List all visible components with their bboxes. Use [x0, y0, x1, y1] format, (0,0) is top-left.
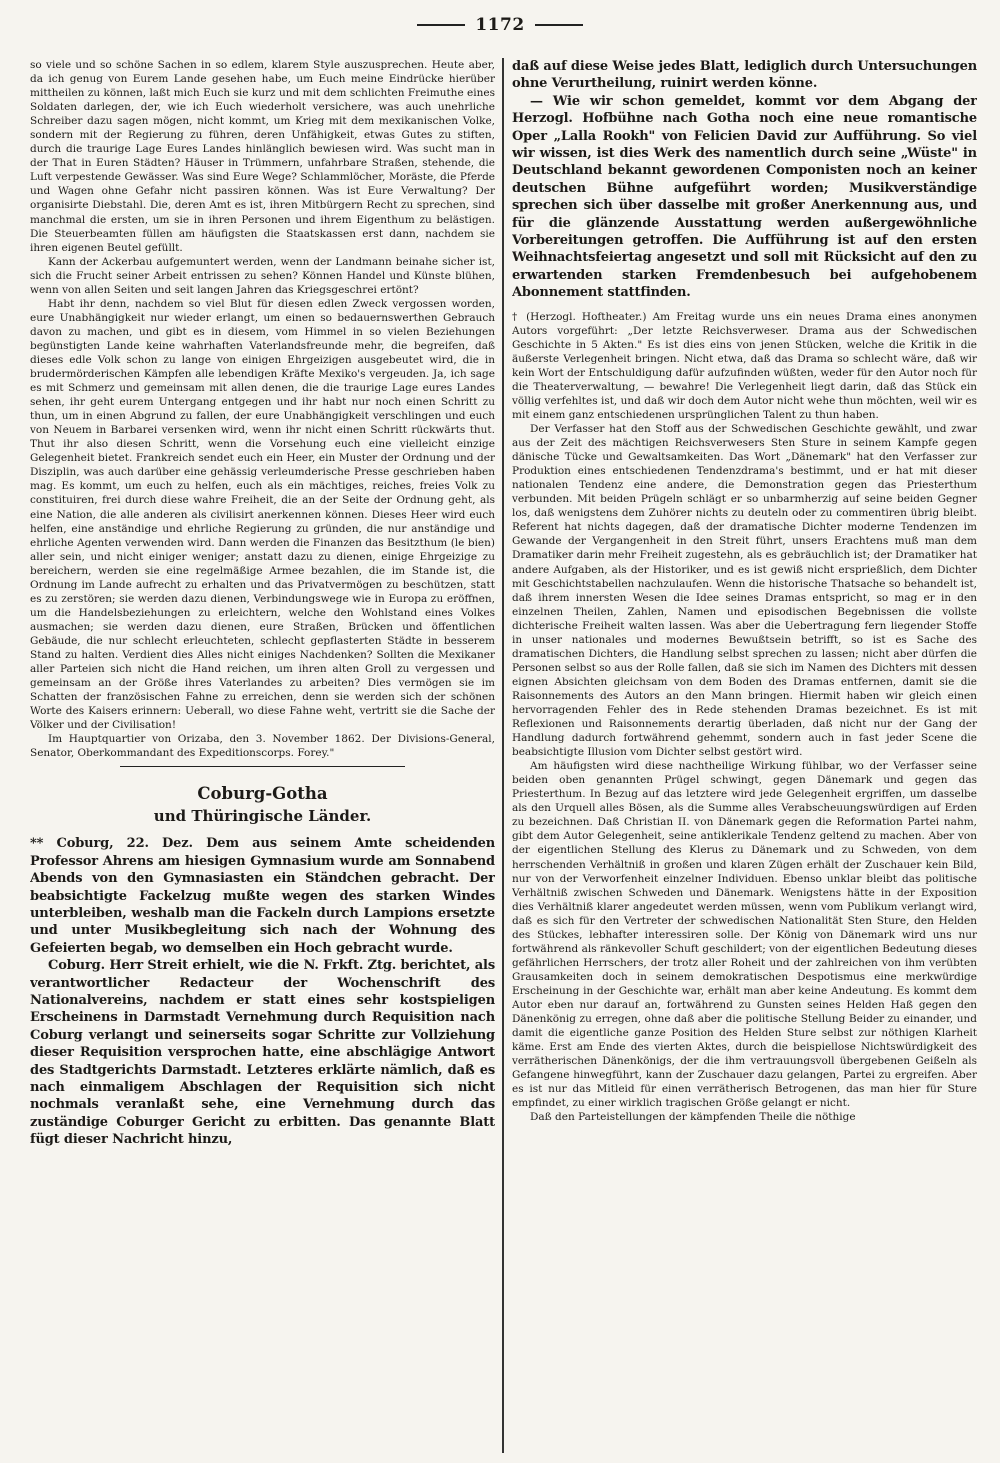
section-subtitle: und Thüringische Länder.: [153, 807, 372, 826]
news-item: ** Coburg, 22. Dez. Dem aus seinem Amte scheidenden Professor Ahrens am hiesigen Gymnasium wurde am Sonnabend Abends von den Gymnasiasten ein Ständchen gebracht. Der beabsichtigte Fackelzug mußte wegen des starken Windes unterbleiben, weshalb man die Fackeln durch Lampions ersetzte und unter Musikbegleitung sich nach der Wohnung des Gefeierten begab, wo demselben ein Hoch gebracht wurde.: [30, 836, 495, 956]
theater-review-paragraph: Am häufigsten wird diese nachtheilige Wirkung fühlbar, wo der Verfasser seine beiden oben genannten Prügel schwingt, gegen Dänemark und gegen das Priesterthum. In Bezug auf das letztere wird jede Gelegenheit ergriffen, um dasselbe als den Urquell alles Bösen, als die Summe alles Verabscheuungswürdigen auf Erden zu bezeichnen. Daß Christian II. von Dänemark gegen die Reformation Partei nahm, gibt dem Autor Gelegenheit, seine antiklerikale Tendenz geltend zu machen. Aber von der eigentlichen Stellung des Klerus zu Dänemark und zu Schweden, von dem herrschenden Verhältniß in großen und klaren Zügen erhält der Zuschauer kein Bild, nur von der Verworfenheit einzelner Individuen. Ebenso unklar bleibt das politische Verhältniß zwischen Schweden und Dänemark. Wenigstens hätte in der Exposition dies Verhältniß klarer angedeutet werden müssen, wenn vom Publikum verlangt wird, daß es sich für den Vertreter der schwedischen Nationalität Sten Sture, den Helden des Stückes, lebhafter interessiren solle. Der König von Dänemark wird uns nur fortwährend als ränkevoller Schuft geschildert; von der eigentlichen Bedeutung dieses gefährlichen Herrschers, der trotz aller Roheit und der zahlreichen von ihm verübten Grausamkeiten doch in seinem demokratischen Despotismus eine merkwürdige Erscheinung in der Geschichte war, erhält man aber keine Andeutung. Es kommt dem Autor eben nur darauf an, fortwährend zu Gunsten seines Helden Haß gegen den Dänenkönig zu erregen, ohne daß aber die politische Stellung Beider zu einander, und damit die eigentliche ganze Position des Helden Sture selbst zur nöthigen Klarheit käme. Erst am Ende des vierten Aktes, durch die beispiellose Nichtswürdigkeit des verrätherischen Dänenkönigs, der die ihm vertrauungsvoll übergebenen Geißeln als Gefangene hinwegführt, kann der Zuschauer dazu gelangen, Partei zu ergreifen. Aber es ist nur das Mitleid für einen verrätherisch Betrogenen, das man hier für Sture empfindet, zu einer wirklich tragischen Größe gelangt er nicht.: [512, 760, 977, 1110]
column-divider: [502, 58, 504, 1453]
theater-review-paragraph: Daß den Parteistellungen der kämpfenden Theile die nöthige: [530, 1111, 856, 1124]
header-rule-right: [535, 24, 583, 26]
section-title: Coburg-Gotha: [197, 784, 328, 804]
right-column: [512, 58, 977, 1124]
article-signature: Im Hauptquartier von Orizaba, den 3. November 1862. Der Divisions-General, Senator, Oberkommandant des Expeditionscorps. Forey.": [30, 733, 495, 760]
page-header: [0, 10, 1000, 40]
article-paragraph: Kann der Ackerbau aufgemuntert werden, wenn der Landmann beinahe sicher ist, sich die Frucht seiner Arbeit entrissen zu sehen? Können Handel und Künste blühen, wenn von allen Seiten und seit langen Jahren das Kriegsgeschrei ertönt?: [30, 255, 495, 296]
article-paragraph: Habt ihr denn, nachdem so viel Blut für diesen edlen Zweck vergossen worden, eure Unabhängigkeit nur wieder erlangt, um einen so bedauernswerthen Gebrauch davon zu machen, und gibt es in diesem, vom Himmel in so vielen Beziehungen begünstigten Lande keine wahrhaften Vaterlandsfreunde mehr, die begreifen, daß dieses edle Volk schon zu lange von einigen Ehrgeizigen ausgebeutet wird, die in brudermörderischen Kämpfen alle lebendigen Kräfte Mexiko's vergeuden. Ja, ich sage es mit Schmerz und gemeinsam mit allen denen, die die traurige Lage eures Landes sehen, ihr geht eurem Untergang entgegen und ihr habt nur noch einen Schritt zu thun, um in einen Abgrund zu fallen, der eure Unabhängigkeit verschlingen und euch von Neuem in Barbarei versenken wird, wenn ihr nicht einen Schritt rückwärts thut. Thut ihr also diesen Schritt, wenn die Vorsehung euch eine vielleicht einzige Gelegenheit bietet. Frankreich sendet euch ein Heer, ein Muster der Ordnung und der Disziplin, was auch darüber eine gehässig verleumderische Presse geschrieben haben mag. Es kommt, um euch zu helfen, euch als ein mächtiges, reiches, freies Volk zu constituiren, frei durch diese wahre Freiheit, die an der Seite der Ordnung geht, als eine Nation, die alle anderen als civilisirt anerkennen können. Dieses Heer wird euch helfen, eine anständige und ehrliche Regierung zu gründen, die nur anständige und ehrliche Agenten verwenden wird. Dann werden die Finanzen das Besitzthum (le bien) aller sein, und nicht einiger weniger; anstatt dazu zu dienen, einige Ehrgeizige zu bereichern, werden sie eine regelmäßige Armee bezahlen, die im Stande ist, die Ordnung im Lande aufrecht zu erhalten und das Privatvermögen zu beschützen, statt es zu zerstören; sie werden dazu dienen, Verbindungswege wie in Europa zu eröffnen, um die Handelsbeziehungen zu erleichtern, welche den Wohlstand eines Volkes ausmachen; sie werden dazu dienen, eure Straßen, Brücken und öffentlichen Gebäude, die nur schlecht erleuchteten, schlecht gepflasterten Städte in besserem Stand zu halten. Verdient dies Alles nicht einiges Nachdenken? Sollten die Mexikaner aller Parteien sich nicht die Hand reichen, um ihren alten Groll zu vergessen und gemeinsam an der Größe ihres Vaterlandes zu arbeiten? Dies vermögen sie im Schatten der französischen Fahne zu erreichen, denn sie werden sich der schönen Worte des Kaisers erinnern: Ueberall, wo diese Fahne weht, vertritt sie die Sache der Völker und der Civilisation!: [30, 297, 495, 732]
section-divider: [120, 766, 405, 767]
article-paragraph: so viele und so schöne Sachen in so edlem, klarem Style auszusprechen. Heute aber, da ich genug von Eurem Lande gesehen habe, um Euch meine Eindrücke hierüber mittheilen zu können, laßt mich Euch sie kurz und mit dem schlichten Freimuthe eines Soldaten darlegen, der, wie ich Euch wiederholt versichere, was auch unehrliche Schreiber dazu sagen mögen, nicht kommt, um Krieg mit dem mexikanischen Volke, sondern mit der Regierung zu führen, deren Unfähigkeit, etwas Gutes zu stiften, durch die traurige Lage Eures Landes hinlänglich bewiesen wird. Was sucht man in der That in Euren Städten? Häuser in Trümmern, unfahrbare Straßen, stehende, die Luft verpestende Gewässer. Was sind Eure Wege? Schlammlöcher, Moräste, die Pferde und Wagen ohne Gefahr nicht passiren können. Was ist Eure Verwaltung? Der organisirte Diebstahl. Die, deren Amt es ist, ihren Mitbürgern Recht zu sprechen, sind manchmal die ersten, um sie in ihren Personen und ihrem Eigenthum zu belästigen. Die Steuerbeamten füllen am häufigsten die Staatskassen erst dann, nachdem sie ihren eigenen Beutel gefüllt.: [30, 59, 495, 254]
spacer: [30, 775, 495, 783]
news-item: — Wie wir schon gemeldet, kommt vor dem Abgang der Herzogl. Hofbühne nach Gotha noch eine neue romantische Oper „Lalla Rookh" von Felicien David zur Aufführung. So viel wir wissen, ist dies Werk des namentlich durch seine „Wüste" in Deutschland bekannt gewordenen Componisten noch an keiner deutschen Bühne aufgeführt worden; Musikverständige sprechen sich über dasselbe mit großer Anerkennung aus, und für die glänzende Ausstattung werden außergewöhnliche Vorbereitungen getroffen. Die Aufführung ist auf den ersten Weihnachtsfeiertag angesetzt und soll mit Rücksicht auf den zu erwartenden starken Fremdenbesuch bei aufgehobenem Abonnement stattfinden.: [512, 93, 977, 301]
header-rule-left: [417, 24, 465, 26]
news-item: Coburg. Herr Streit erhielt, wie die N. Frkft. Ztg. berichtet, als verantwortlicher Redacteur der Wochenschrift des Nationalvereins, nachdem er statt eines sehr kostspieligen Erscheinens in Darmstadt Vernehmung durch Requisition nach Coburg verlangt und seinerseits sogar Schritte zur Vollziehung dieser Requisition versprochen hatte, eine abschlägige Antwort des Stadtgerichts Darmstadt. Letzteres erklärte nämlich, daß es nach einmaligem Abschlagen der Requisition sich nicht nochmals veranlaßt sehe, eine Vernehmung durch das zuständige Coburger Gericht zu erbitten. Das genannte Blatt fügt dieser Nachricht hinzu,: [30, 958, 495, 1148]
theater-review-paragraph: Der Verfasser hat den Stoff aus der Schwedischen Geschichte gewählt, und zwar aus der Zeit des mächtigen Reichsverwesers Sten Sture in seinem Kampfe gegen dänische Tücke und Gewaltsamkeiten. Das Wort „Dänemark" hat den Verfasser zur Produktion eines entschiedenen Tendenzdrama's bestimmt, und er hat mit dieser nationalen Tendenz eine andere, die Demonstration gegen das Priesterthum verbunden. Mit beiden Prügeln schlägt er so unbarmherzig auf seine beiden Gegner los, daß wenigstens dem Zuhörer nichts zu deuteln oder zu commentiren übrig bleibt. Referent hat nichts dagegen, daß der dramatische Dichter moderne Tendenzen im Gewande der Vergangenheit in den Streit führt, unsers Erachtens muß man dem Dramatiker darin mehr Freiheit zugestehn, als es gebräuchlich ist; der Dramatiker hat andere Aufgaben, als der Historiker, und es ist gewiß nicht ersprießlich, dem Dichter mit Geschichtstabellen nachzulaufen. Wenn die historische Thatsache so behandelt ist, daß ihrem innersten Wesen die Idee seines Dramas entspricht, so mag er in den einzelnen Theilen, Zahlen, Namen und episodischen Begebnissen die vollste dichterische Freiheit walten lassen. Was aber die Uebertragung fern liegender Stoffe in unser nationales und modernes Bewußtsein betrifft, so ist es Sache des dramatischen Dichters, die Handlung selbst sprechen zu lassen; nicht aber dürfen die Personen selbst so aus der Rolle fallen, daß sie sich im Namen des Dichters mit dessen eignen Absichten gleichsam von dem Boden des Dramas entfernen, damit sie die Raisonnements des Autors an den Mann bringen. Hiermit haben wir gleich einen hervorragenden Fehler des in Rede stehenden Dramas bezeichnet. Es ist mit Reflexionen und Raisonnements derartig überladen, daß nicht nur der Gang der Handlung dadurch fortwährend gehemmt, sondern auch in fast jeder Scene die beabsichtigte Illusion vom Dichter selbst gestört wird.: [512, 423, 977, 759]
page-number: 1172: [475, 15, 525, 35]
spacer: [512, 302, 977, 310]
spacer: [30, 827, 495, 835]
left-column: [30, 58, 495, 1149]
news-item: daß auf diese Weise jedes Blatt, lediglich durch Untersuchungen ohne Verurtheilung, ruinirt werden könne.: [512, 59, 977, 92]
theater-review-paragraph: † (Herzogl. Hoftheater.) Am Freitag wurde uns ein neues Drama eines anonymen Autors vorgeführt: „Der letzte Reichsverweser. Drama aus der Schwedischen Geschichte in 5 Akten." Es ist dies eins von jenen Stücken, welche die Kritik in die äußerste Verlegenheit bringen. Nicht etwa, daß das Drama so schlecht wäre, daß wir kein Wort der Entschuldigung dafür aufzufinden wüßten, weder für den Autor noch für die Theaterverwaltung, — bewahre! Die Verlegenheit liegt darin, daß das Stück ein völlig verfehltes ist, und daß wir doch dem Autor nicht wehe thun möchten, weil wir es mit einem ganz entschiedenen ursprünglichen Talent zu thun haben.: [512, 310, 977, 422]
